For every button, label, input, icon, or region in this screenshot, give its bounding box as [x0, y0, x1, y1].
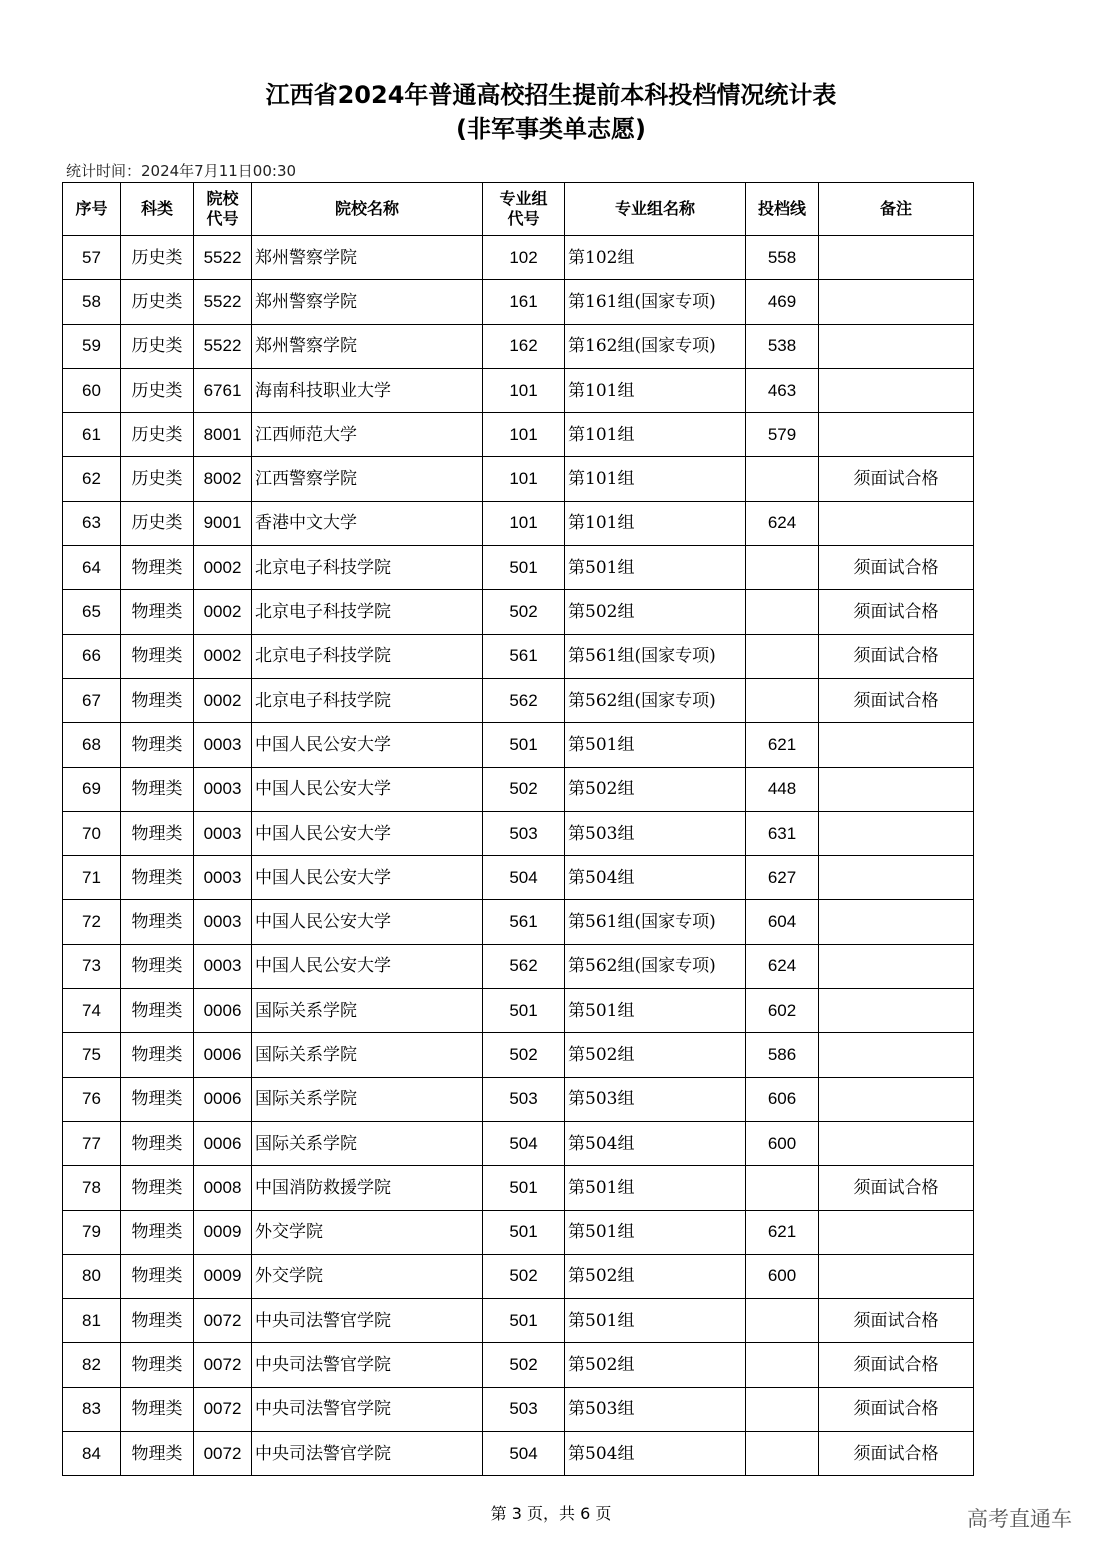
table-row: [63, 678, 974, 722]
cell-group-code: 501: [483, 1299, 565, 1343]
header-group-code: [483, 183, 565, 236]
cell-note: 须面试合格: [819, 1299, 974, 1343]
cell-school-code: 5522: [194, 280, 252, 324]
cell-note: 须面试合格: [819, 678, 974, 722]
cell-group-name: 第562组(国家专项): [565, 678, 746, 722]
cell-subject: 物理类: [121, 590, 194, 634]
cell-group-code: 504: [483, 856, 565, 900]
cell-seq: 77: [63, 1121, 121, 1165]
cell-note: [819, 944, 974, 988]
table-header-row: [63, 183, 974, 236]
cell-seq: 64: [63, 546, 121, 590]
cell-score: 600: [746, 1121, 819, 1165]
table-row: [63, 1210, 974, 1254]
cell-school-name: 中国人民公安大学: [252, 767, 483, 811]
cell-note: [819, 811, 974, 855]
table-row: [63, 1077, 974, 1121]
cell-group-code: 161: [483, 280, 565, 324]
cell-score: [746, 1387, 819, 1431]
cell-seq: 61: [63, 413, 121, 457]
cell-school-code: 8002: [194, 457, 252, 501]
table-row: [63, 723, 974, 767]
cell-school-name: 江西师范大学: [252, 413, 483, 457]
cell-group-name: 第502组: [565, 1254, 746, 1298]
cell-group-code: 503: [483, 1077, 565, 1121]
cell-group-code: 504: [483, 1121, 565, 1165]
cell-school-name: 中央司法警官学院: [252, 1387, 483, 1431]
cell-seq: 84: [63, 1432, 121, 1476]
cell-school-code: 0003: [194, 723, 252, 767]
cell-group-name: 第161组(国家专项): [565, 280, 746, 324]
cell-note: [819, 413, 974, 457]
cell-group-name: 第502组: [565, 767, 746, 811]
cell-group-code: 502: [483, 1033, 565, 1077]
cell-group-name: 第503组: [565, 1387, 746, 1431]
table-row: [63, 1254, 974, 1298]
cell-seq: 65: [63, 590, 121, 634]
table-row: [63, 944, 974, 988]
cell-group-code: 501: [483, 723, 565, 767]
cell-school-name: 中国人民公安大学: [252, 723, 483, 767]
cell-school-code: 0072: [194, 1343, 252, 1387]
cell-group-code: 101: [483, 457, 565, 501]
cell-school-name: 国际关系学院: [252, 1121, 483, 1165]
cell-school-code: 0003: [194, 767, 252, 811]
cell-subject: 物理类: [121, 1432, 194, 1476]
table-row: [63, 368, 974, 412]
cell-group-name: 第503组: [565, 811, 746, 855]
cell-school-code: 0072: [194, 1432, 252, 1476]
header-group-name: 专业组名称: [565, 183, 746, 236]
cell-school-code: 5522: [194, 324, 252, 368]
cell-score: 604: [746, 900, 819, 944]
table-row: [63, 1033, 974, 1077]
cell-score: 631: [746, 811, 819, 855]
cell-group-name: 第503组: [565, 1077, 746, 1121]
cell-score: 606: [746, 1077, 819, 1121]
cell-school-name: 北京电子科技学院: [252, 590, 483, 634]
cell-seq: 83: [63, 1387, 121, 1431]
cell-note: [819, 1033, 974, 1077]
table-row: [63, 811, 974, 855]
cell-group-code: 562: [483, 944, 565, 988]
cell-seq: 63: [63, 501, 121, 545]
cell-school-name: 外交学院: [252, 1254, 483, 1298]
cell-subject: 历史类: [121, 413, 194, 457]
cell-school-name: 中央司法警官学院: [252, 1432, 483, 1476]
cell-subject: 物理类: [121, 944, 194, 988]
table-row: [63, 1387, 974, 1431]
cell-group-code: 501: [483, 546, 565, 590]
table-row: [63, 1166, 974, 1210]
cell-school-code: 0002: [194, 678, 252, 722]
cell-subject: 历史类: [121, 457, 194, 501]
cell-note: [819, 1210, 974, 1254]
cell-score: 586: [746, 1033, 819, 1077]
cell-school-name: 中国消防救援学院: [252, 1166, 483, 1210]
cell-school-code: 0072: [194, 1299, 252, 1343]
cell-subject: 历史类: [121, 501, 194, 545]
cell-score: [746, 457, 819, 501]
cell-seq: 72: [63, 900, 121, 944]
cell-subject: 物理类: [121, 1254, 194, 1298]
cell-score: 469: [746, 280, 819, 324]
cell-group-code: 562: [483, 678, 565, 722]
cell-seq: 74: [63, 989, 121, 1033]
cell-group-name: 第504组: [565, 1432, 746, 1476]
cell-group-code: 561: [483, 634, 565, 678]
cell-score: [746, 1343, 819, 1387]
cell-school-name: 中国人民公安大学: [252, 944, 483, 988]
cell-school-code: 0002: [194, 634, 252, 678]
header-code: [194, 183, 252, 236]
cell-score: [746, 546, 819, 590]
cell-note: 须面试合格: [819, 1387, 974, 1431]
cell-school-code: 0003: [194, 811, 252, 855]
cell-school-code: 0008: [194, 1166, 252, 1210]
table-row: [63, 900, 974, 944]
cell-school-code: 0003: [194, 900, 252, 944]
cell-note: [819, 767, 974, 811]
cell-score: [746, 1432, 819, 1476]
page-footer: 第 3 页，共 6 页: [490, 1504, 612, 1523]
cell-subject: 历史类: [121, 368, 194, 412]
cell-note: [819, 280, 974, 324]
cell-score: 621: [746, 1210, 819, 1254]
cell-score: 538: [746, 324, 819, 368]
cell-school-code: 5522: [194, 236, 252, 280]
cell-school-name: 海南科技职业大学: [252, 368, 483, 412]
cell-score: [746, 1166, 819, 1210]
table-row: [63, 280, 974, 324]
cell-group-name: 第501组: [565, 1166, 746, 1210]
cell-score: [746, 634, 819, 678]
cell-seq: 82: [63, 1343, 121, 1387]
cell-seq: 58: [63, 280, 121, 324]
cell-group-name: 第561组(国家专项): [565, 634, 746, 678]
cell-group-code: 504: [483, 1432, 565, 1476]
cell-group-name: 第504组: [565, 856, 746, 900]
cell-subject: 物理类: [121, 1343, 194, 1387]
cell-school-code: 0002: [194, 590, 252, 634]
cell-seq: 62: [63, 457, 121, 501]
table-row: [63, 989, 974, 1033]
cell-group-code: 101: [483, 368, 565, 412]
cell-note: [819, 501, 974, 545]
cell-group-name: 第504组: [565, 1121, 746, 1165]
table-row: [63, 501, 974, 545]
table-row: [63, 767, 974, 811]
cell-note: 须面试合格: [819, 634, 974, 678]
cell-group-name: 第561组(国家专项): [565, 900, 746, 944]
cell-group-code: 101: [483, 413, 565, 457]
cell-seq: 71: [63, 856, 121, 900]
table-row: [63, 1299, 974, 1343]
cell-note: 须面试合格: [819, 1166, 974, 1210]
cell-note: 须面试合格: [819, 590, 974, 634]
cell-group-code: 102: [483, 236, 565, 280]
cell-seq: 78: [63, 1166, 121, 1210]
cell-score: 600: [746, 1254, 819, 1298]
cell-school-code: 9001: [194, 501, 252, 545]
cell-group-code: 162: [483, 324, 565, 368]
cell-note: [819, 1077, 974, 1121]
cell-school-code: 0009: [194, 1210, 252, 1254]
table-body: [63, 236, 974, 1476]
cell-group-code: 502: [483, 767, 565, 811]
table-row: [63, 236, 974, 280]
cell-score: 463: [746, 368, 819, 412]
cell-score: [746, 590, 819, 634]
cell-seq: 67: [63, 678, 121, 722]
admission-table: [62, 182, 974, 1476]
cell-note: [819, 723, 974, 767]
cell-school-name: 外交学院: [252, 1210, 483, 1254]
header-score: 投档线: [746, 183, 819, 236]
cell-school-code: 0006: [194, 1077, 252, 1121]
cell-school-code: 6761: [194, 368, 252, 412]
cell-school-code: 0006: [194, 989, 252, 1033]
cell-note: [819, 236, 974, 280]
cell-note: [819, 989, 974, 1033]
cell-subject: 物理类: [121, 678, 194, 722]
cell-school-name: 江西警察学院: [252, 457, 483, 501]
table-row: [63, 324, 974, 368]
cell-score: 621: [746, 723, 819, 767]
cell-group-code: 503: [483, 811, 565, 855]
cell-note: 须面试合格: [819, 457, 974, 501]
cell-group-name: 第101组: [565, 501, 746, 545]
cell-seq: 66: [63, 634, 121, 678]
cell-school-name: 郑州警察学院: [252, 324, 483, 368]
cell-school-name: 北京电子科技学院: [252, 546, 483, 590]
table-row: [63, 1121, 974, 1165]
cell-note: 须面试合格: [819, 1432, 974, 1476]
cell-seq: 60: [63, 368, 121, 412]
cell-score: 602: [746, 989, 819, 1033]
cell-group-name: 第501组: [565, 989, 746, 1033]
cell-subject: 物理类: [121, 1166, 194, 1210]
cell-seq: 73: [63, 944, 121, 988]
cell-group-code: 101: [483, 501, 565, 545]
cell-note: 须面试合格: [819, 1343, 974, 1387]
cell-seq: 81: [63, 1299, 121, 1343]
cell-school-name: 北京电子科技学院: [252, 678, 483, 722]
header-seq: 序号: [63, 183, 121, 236]
watermark: 高考直通车: [967, 1507, 1072, 1531]
cell-seq: 79: [63, 1210, 121, 1254]
cell-group-code: 501: [483, 1166, 565, 1210]
cell-group-name: 第501组: [565, 1210, 746, 1254]
cell-school-name: 北京电子科技学院: [252, 634, 483, 678]
cell-subject: 物理类: [121, 1210, 194, 1254]
cell-subject: 物理类: [121, 1299, 194, 1343]
cell-group-name: 第501组: [565, 546, 746, 590]
cell-note: [819, 324, 974, 368]
cell-school-name: 国际关系学院: [252, 1033, 483, 1077]
cell-group-code: 502: [483, 1343, 565, 1387]
cell-school-name: 中国人民公安大学: [252, 856, 483, 900]
cell-note: [819, 900, 974, 944]
cell-seq: 57: [63, 236, 121, 280]
cell-subject: 物理类: [121, 1077, 194, 1121]
table-row: [63, 546, 974, 590]
cell-group-code: 502: [483, 590, 565, 634]
header-group-code-text: 专业组代号: [499, 189, 548, 228]
cell-subject: 物理类: [121, 634, 194, 678]
cell-school-name: 中央司法警官学院: [252, 1343, 483, 1387]
cell-seq: 80: [63, 1254, 121, 1298]
cell-group-name: 第101组: [565, 413, 746, 457]
table-row: [63, 413, 974, 457]
cell-subject: 历史类: [121, 236, 194, 280]
cell-seq: 75: [63, 1033, 121, 1077]
cell-note: 须面试合格: [819, 546, 974, 590]
cell-school-name: 香港中文大学: [252, 501, 483, 545]
cell-school-code: 0009: [194, 1254, 252, 1298]
cell-note: [819, 1254, 974, 1298]
cell-group-name: 第562组(国家专项): [565, 944, 746, 988]
cell-group-name: 第502组: [565, 1343, 746, 1387]
cell-score: 624: [746, 501, 819, 545]
cell-group-name: 第102组: [565, 236, 746, 280]
cell-score: 448: [746, 767, 819, 811]
cell-subject: 物理类: [121, 989, 194, 1033]
cell-school-code: 0003: [194, 856, 252, 900]
cell-group-name: 第162组(国家专项): [565, 324, 746, 368]
cell-group-name: 第502组: [565, 590, 746, 634]
cell-seq: 69: [63, 767, 121, 811]
cell-score: 624: [746, 944, 819, 988]
page-title: 江西省2024年普通高校招生提前本科投档情况统计表: [265, 81, 837, 109]
cell-subject: 物理类: [121, 1033, 194, 1077]
cell-school-code: 0072: [194, 1387, 252, 1431]
cell-school-code: 8001: [194, 413, 252, 457]
cell-subject: 物理类: [121, 856, 194, 900]
table-row: [63, 1343, 974, 1387]
cell-seq: 76: [63, 1077, 121, 1121]
page-subtitle: (非军事类单志愿): [456, 115, 646, 143]
stat-time: 统计时间：2024年7月11日00:30: [66, 162, 297, 180]
table-row: [63, 634, 974, 678]
cell-subject: 物理类: [121, 1121, 194, 1165]
table-row: [63, 1432, 974, 1476]
cell-group-name: 第501组: [565, 723, 746, 767]
table-row: [63, 590, 974, 634]
cell-subject: 历史类: [121, 324, 194, 368]
cell-subject: 历史类: [121, 280, 194, 324]
cell-seq: 68: [63, 723, 121, 767]
cell-subject: 物理类: [121, 767, 194, 811]
cell-school-name: 国际关系学院: [252, 1077, 483, 1121]
cell-group-code: 561: [483, 900, 565, 944]
cell-school-code: 0002: [194, 546, 252, 590]
cell-subject: 物理类: [121, 1387, 194, 1431]
cell-school-code: 0006: [194, 1033, 252, 1077]
cell-score: 627: [746, 856, 819, 900]
header-school: 院校名称: [252, 183, 483, 236]
cell-school-name: 国际关系学院: [252, 989, 483, 1033]
cell-subject: 物理类: [121, 723, 194, 767]
cell-score: [746, 1299, 819, 1343]
cell-subject: 物理类: [121, 811, 194, 855]
cell-school-name: 中央司法警官学院: [252, 1299, 483, 1343]
cell-school-code: 0003: [194, 944, 252, 988]
cell-group-name: 第502组: [565, 1033, 746, 1077]
cell-note: [819, 368, 974, 412]
cell-group-name: 第101组: [565, 368, 746, 412]
cell-school-name: 郑州警察学院: [252, 280, 483, 324]
cell-score: 579: [746, 413, 819, 457]
cell-seq: 70: [63, 811, 121, 855]
header-code-text: 院校代号: [206, 189, 239, 228]
table-row: [63, 856, 974, 900]
cell-group-name: 第101组: [565, 457, 746, 501]
cell-school-code: 0006: [194, 1121, 252, 1165]
cell-school-name: 郑州警察学院: [252, 236, 483, 280]
cell-seq: 59: [63, 324, 121, 368]
cell-group-code: 501: [483, 989, 565, 1033]
cell-school-name: 中国人民公安大学: [252, 811, 483, 855]
header-subject: 科类: [121, 183, 194, 236]
cell-subject: 物理类: [121, 546, 194, 590]
cell-group-code: 501: [483, 1210, 565, 1254]
cell-group-code: 503: [483, 1387, 565, 1431]
cell-score: 558: [746, 236, 819, 280]
cell-note: [819, 856, 974, 900]
cell-score: [746, 678, 819, 722]
cell-group-name: 第501组: [565, 1299, 746, 1343]
cell-note: [819, 1121, 974, 1165]
header-note: 备注: [819, 183, 974, 236]
cell-school-name: 中国人民公安大学: [252, 900, 483, 944]
cell-subject: 物理类: [121, 900, 194, 944]
table-row: [63, 457, 974, 501]
cell-group-code: 502: [483, 1254, 565, 1298]
